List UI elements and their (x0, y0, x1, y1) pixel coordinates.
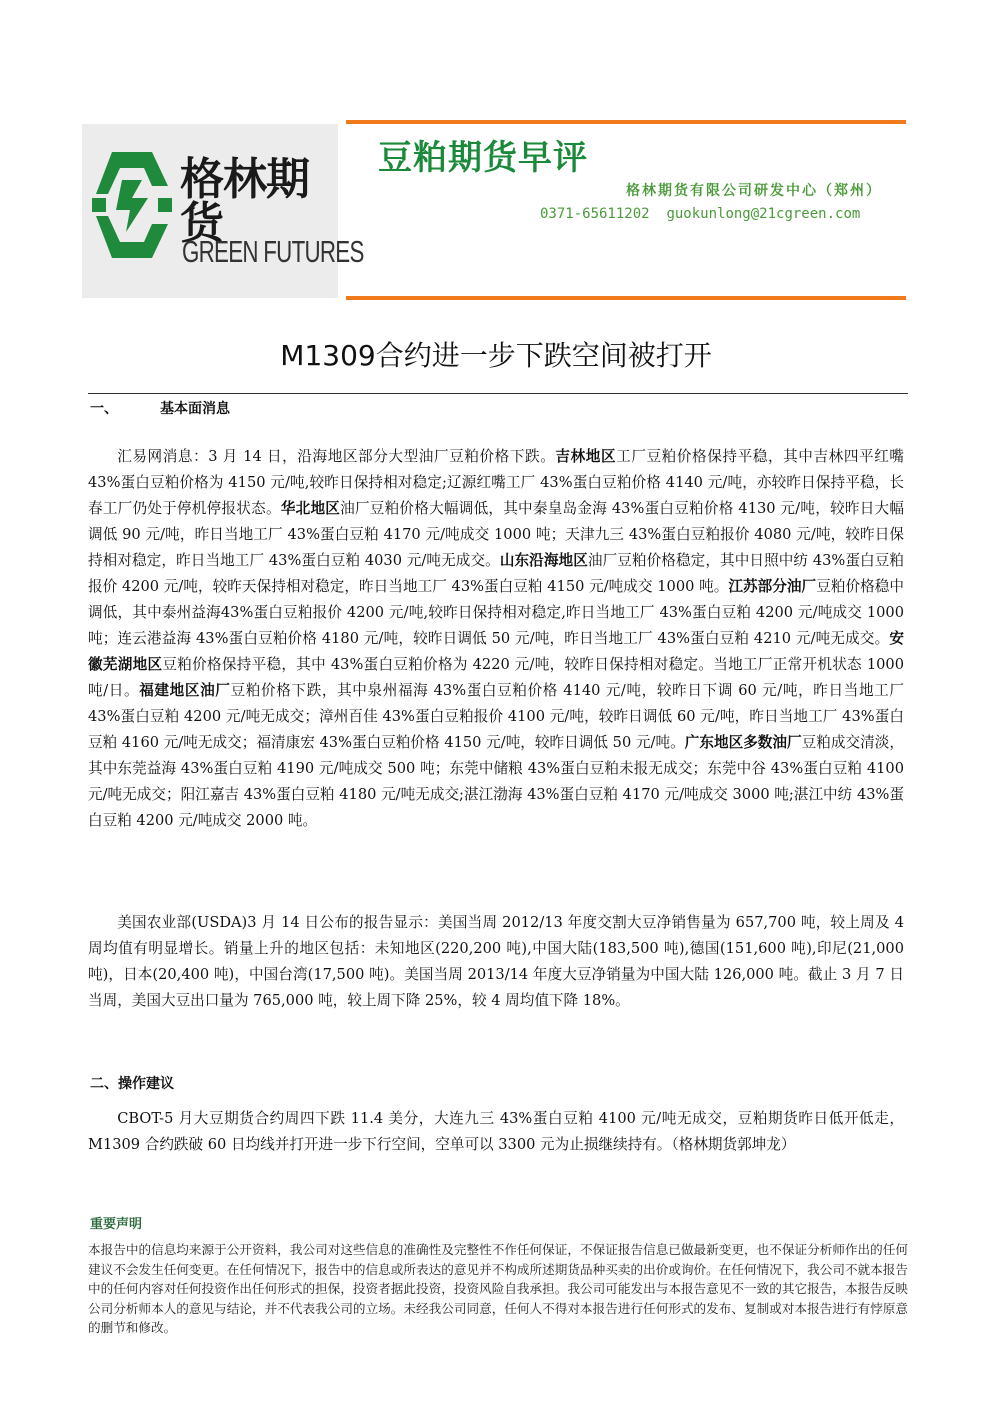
title-divider (88, 393, 908, 394)
paragraph-text: 汇易网消息：3 月 14 日，沿海地区部分大型油厂豆粕价格下跌。 (117, 448, 556, 465)
header-rule-top (346, 120, 906, 124)
logo-chinese-text: 格林期货 (180, 154, 309, 249)
page-title: M1309合约进一步下跌空间被打开 (280, 339, 712, 372)
section-number: 一、 (90, 401, 118, 417)
report-name: 豆粕期货早评 (378, 138, 588, 178)
region-name: 山东沿海地区 (499, 552, 588, 569)
header-rule-bottom (346, 296, 906, 300)
department: 格林期货有限公司研发中心（郑州） (626, 183, 882, 199)
paragraph-text: 豆粕价格下跌，其中泉州福海 43%蛋白豆粕价格 4140 元/吨，较昨日下调 60 元/吨，昨日当地工厂 43%蛋白豆粕 4200 元/吨无成交；漳州百佳 43%蛋白豆粕报价 4100 元/吨，较昨日调低 60 元/吨，昨日当地工厂 43%蛋白豆粕 4160 元/吨无成交；福清康宏 43%蛋白豆粕价格 4150 元/吨，较昨日调低 50 元/吨。 (88, 682, 904, 751)
usda-paragraph: 美国农业部(USDA)3 月 14 日公布的报告显示：美国当周 2012/13 年度交割大豆净销售量为 657,700 吨，较上周及 4 周均值有明显增长。销量上升的地区包括：未知地区(220,200 吨),中国大陆(183,500 吨),德国(151,600 吨),印尼(21,000 吨)，日本(20,400 吨)，中国台湾(17,500 吨)。美国当周 2013/14 年度大豆净销量为中国大陆 126,000 吨。截止 3 月 7 日当周，美国大豆出口量为 765,000 吨，较上周下降 25%，较 4 周均值下降 18%。 (88, 914, 904, 1009)
region-name: 江苏部分油厂 (728, 578, 817, 595)
region-name: 华北地区 (280, 500, 341, 517)
section-heading-fundamentals (90, 398, 230, 418)
paragraph-text: 油厂豆粕价格大幅调低，其中秦皇岛金海 43%蛋白豆粕价格 4130 元/吨，较昨日大幅调低 90 元/吨，昨日当地工厂 43%蛋白豆粕 4170 元/吨成交 1000 吨；天津九三 43%蛋白豆粕报价 4080 元/吨，较昨日保持相对稳定，昨日当地工厂 43%蛋白豆粕 4030 元/吨无成交。 (88, 500, 904, 569)
paragraph-text: 豆粕价格稳中调低，其中泰州益海43%蛋白豆粕报价 4200 元/吨,较昨日保持相对稳定,昨日当地工厂 43%蛋白豆粕 4200 元/吨成交 1000 吨；连云港益海 43%蛋白豆粕价格 4180 元/吨，较昨日调低 50 元/吨，昨日当地工厂 43%蛋白豆粕 4210 元/吨无成交。 (88, 578, 904, 647)
paragraph-text: 油厂豆粕价格稳定，其中日照中纺 43%蛋白豆粕报价 4200 元/吨，较昨天保持相对稳定，昨日当地工厂 43%蛋白豆粕 4150 元/吨成交 1000 吨。 (88, 552, 904, 595)
region-name: 福建地区油厂 (139, 682, 231, 699)
region-name: 安徽芜湖地区 (88, 630, 904, 673)
section-heading-advice: 二、操作建议 (90, 1076, 174, 1092)
region-name: 广东地区多数油厂 (684, 734, 802, 751)
disclaimer-title: 重要声明 (90, 1217, 143, 1232)
paragraph-text: 豆粕成交清淡，其中东莞益海 43%蛋白豆粕 4190 元/吨成交 500 吨；东莞中储粮 43%蛋白豆粕未报无成交；东莞中谷 43%蛋白豆粕 4100 元/吨无成交；阳江嘉吉 43%蛋白豆粕 4180 元/吨无成交;湛江渤海 43%蛋白豆粕 4170 元/吨成交 3000 吨;湛江中纺 43%蛋白豆粕 4200 元/吨成交 2000 吨。 (88, 734, 904, 829)
contact-line (540, 206, 860, 222)
fundamentals-paragraph (88, 444, 904, 834)
region-name: 吉林地区 (555, 448, 617, 465)
email: guokunlong@21cgreen.com (666, 206, 861, 222)
paragraph-text: 豆粕价格保持平稳，其中 43%蛋白豆粕价格为 4220 元/吨，较昨日保持相对稳定。当地工厂正常开机状态 1000 吨/日。 (88, 656, 904, 699)
company-logo (82, 124, 364, 298)
paragraph-text: 工厂豆粕价格保持平稳，其中吉林四平红嘴 43%蛋白豆粕价格为 4150 元/吨,较昨日保持相对稳定;辽源红嘴工厂 43%蛋白豆粕价格 4140 元/吨，亦较昨日保持平稳，长春工厂仍处于停机停报状态。 (88, 448, 904, 517)
green-futures-logo-icon (92, 146, 172, 264)
disclaimer-text: 本报告中的信息均来源于公开资料，我公司对这些信息的准确性及完整性不作任何保证，不保证报告信息已做最新变更，也不保证分析师作出的任何建议不会发生任何变更。在任何情况下，报告中的信息或所表达的意见并不构成所述期货品种买卖的出价或询价。在任何情况下，我公司不就本报告中的任何内容对任何投资作出任何形式的担保，投资者据此投资，投资风险自我承担。我公司可能发出与本报告意见不一致的其它报告，本报告反映公司分析师本人的意见与结论，并不代表我公司的立场。未经我公司同意，任何人不得对本报告进行任何形式的发布、复制或对本报告进行有悖原意的删节和修改。 (88, 1242, 908, 1336)
logo-english-text: GREEN FUTURES (182, 234, 364, 269)
section-label: 基本面消息 (160, 401, 230, 417)
phone: 0371-65611202 (540, 206, 650, 222)
advice-paragraph: CBOT-5 月大豆期货合约周四下跌 11.4 美分，大连九三 43%蛋白豆粕 4100 元/吨无成交，豆粕期货昨日低开低走，M1309 合约跌破 60 日均线并打开进一步下行空间，空单可以 3300 元为止损继续持有。（格林期货郭坤龙） (88, 1110, 904, 1153)
